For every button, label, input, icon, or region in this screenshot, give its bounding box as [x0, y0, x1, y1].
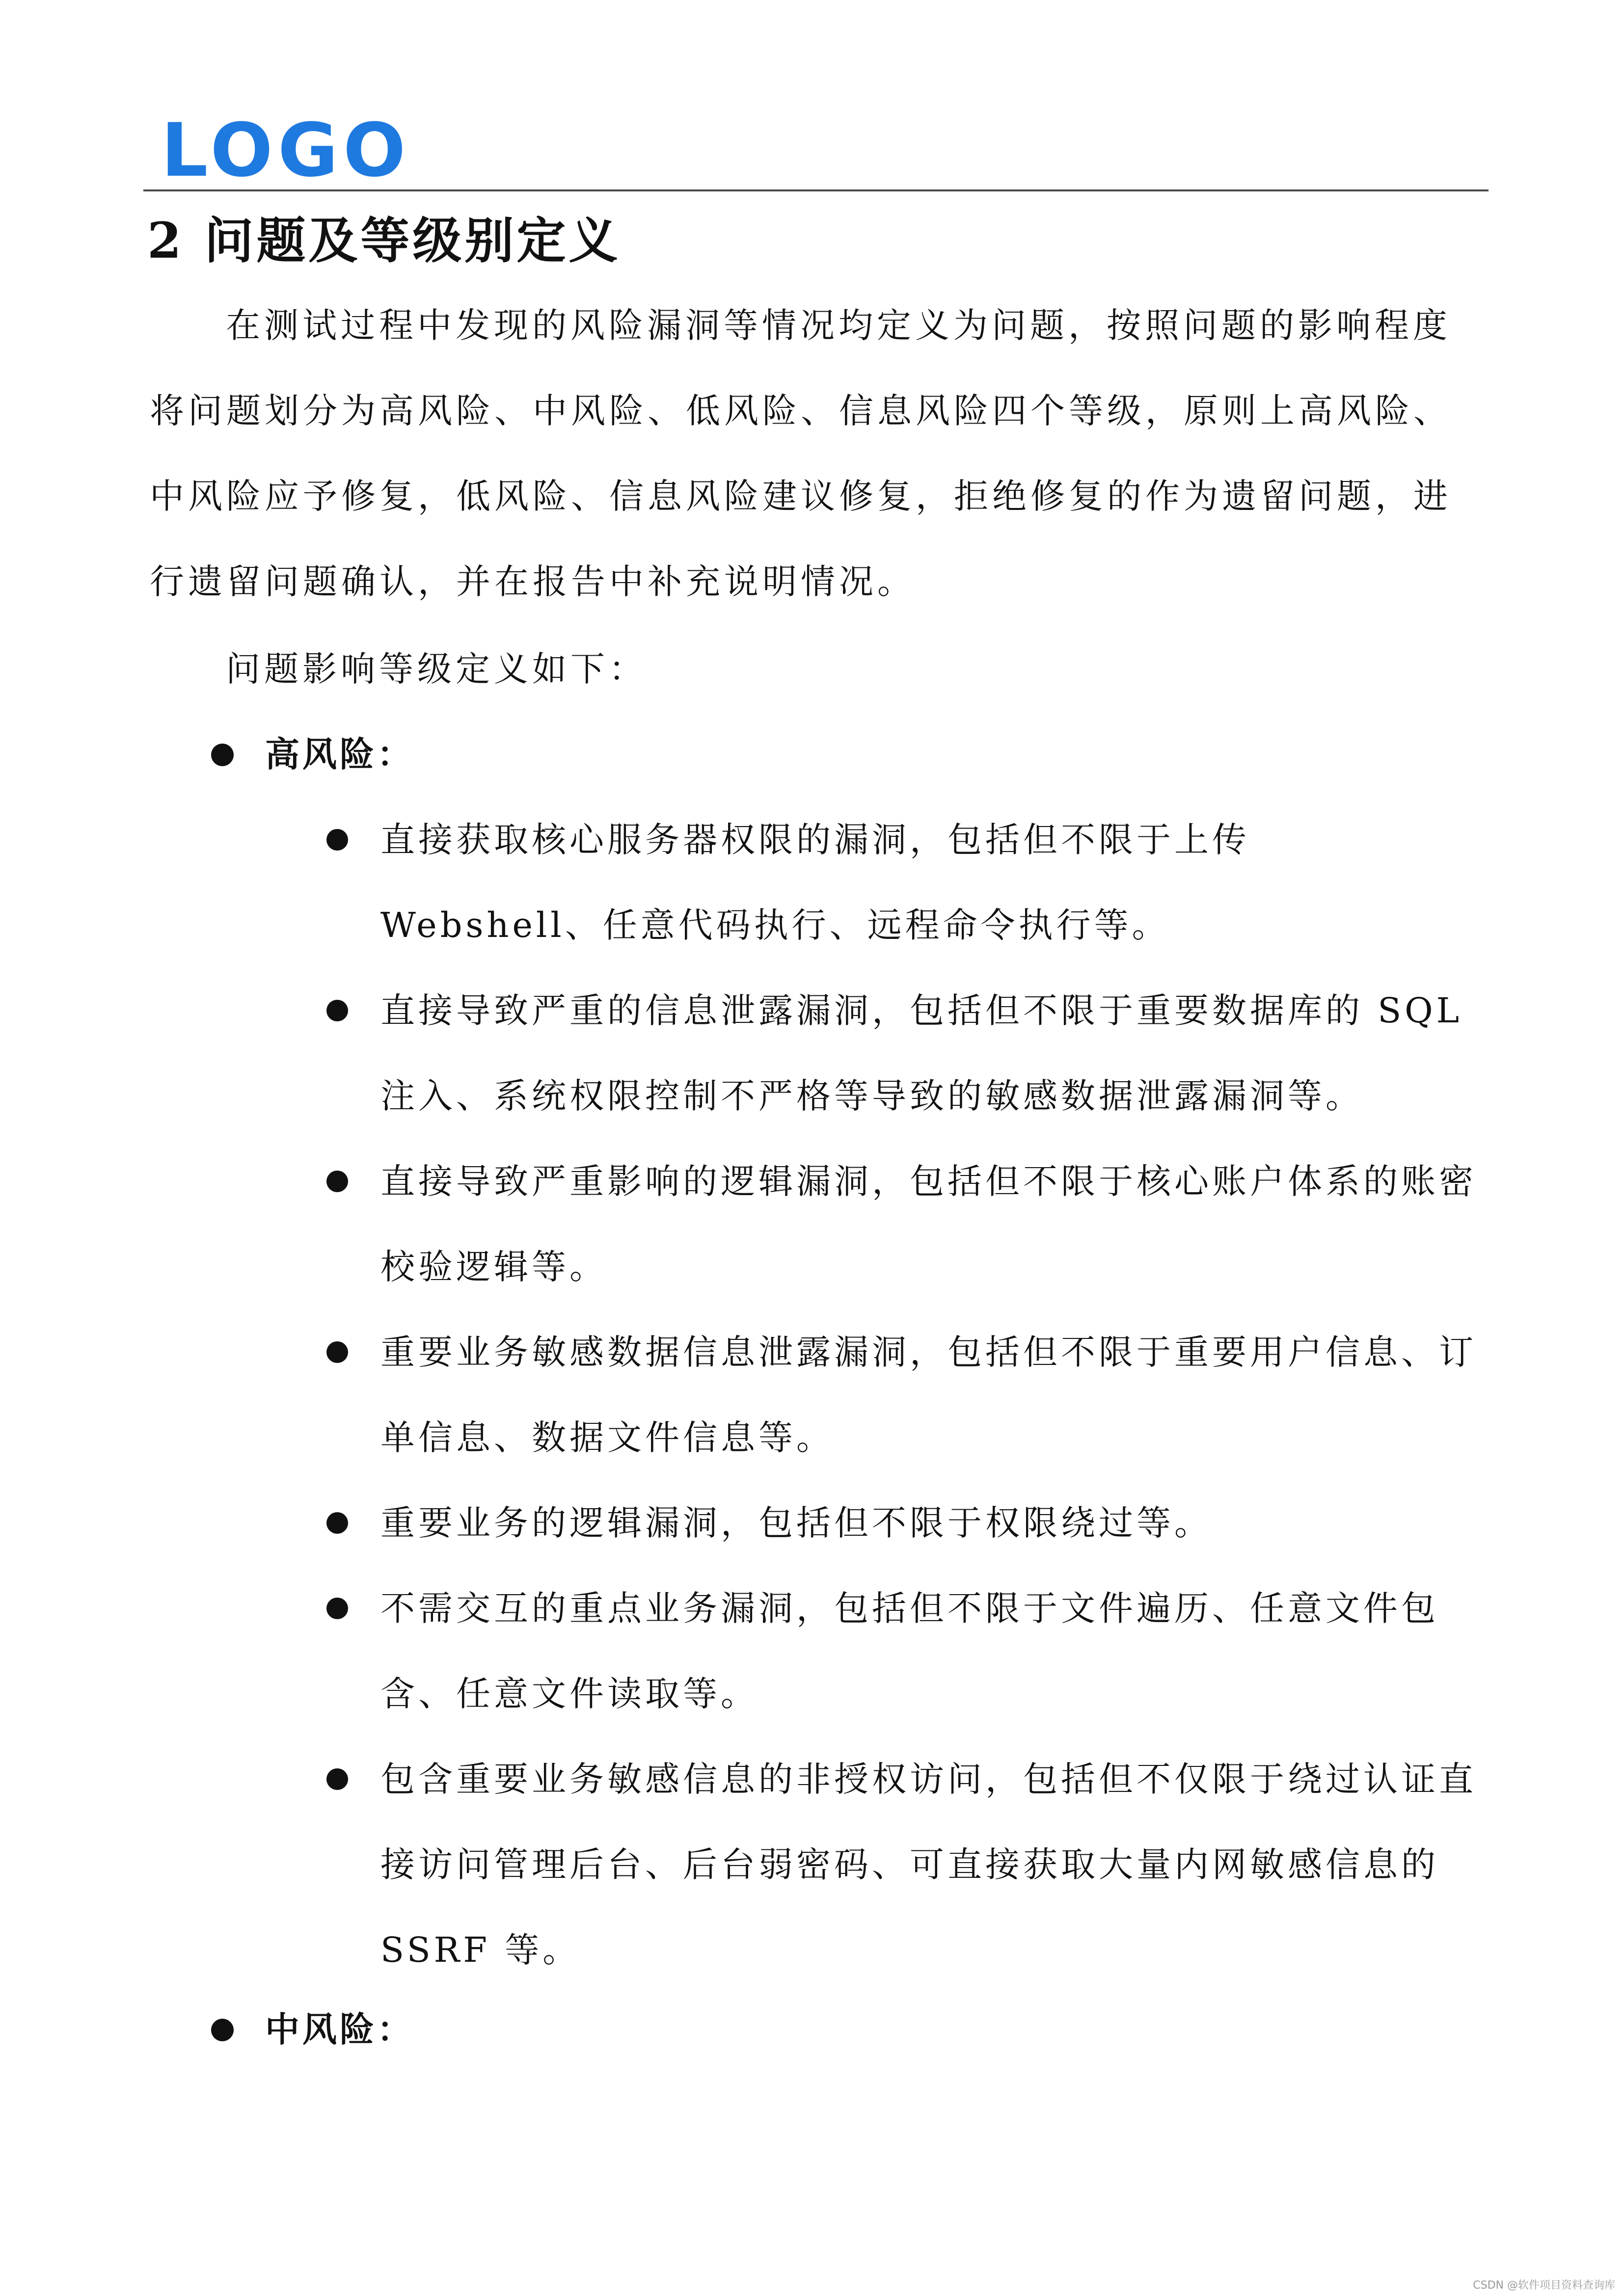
- list-item: [319, 797, 1478, 968]
- section-title: 2 问题及等级别定义: [147, 212, 621, 269]
- list-item-text: 重要业务敏感数据信息泄露漏洞，包括但不限于重要用户信息、订单信息、数据文件信息等。: [380, 1332, 1477, 1458]
- high-risk-heading: [211, 712, 1488, 797]
- mid-risk-label: 中风险：: [265, 2009, 414, 2050]
- header-divider: [143, 189, 1489, 191]
- list-item-text: 直接导致严重影响的逻辑漏洞，包括但不限于核心账户体系的账密校验逻辑等。: [380, 1161, 1477, 1287]
- watermark: CSDN @软件项目资料查询库: [1473, 2279, 1615, 2292]
- mid-risk-heading: [211, 1987, 1488, 2072]
- list-item: [319, 1736, 1478, 1993]
- lead-paragraph: 问题影响等级定义如下：: [226, 649, 647, 689]
- bullet-icon: [326, 1512, 348, 1534]
- bullet-icon: [326, 1768, 348, 1790]
- bullet-icon: [326, 829, 348, 851]
- list-item: [319, 1139, 1478, 1309]
- high-risk-list: [319, 797, 1478, 1993]
- bullet-icon: [211, 2019, 234, 2041]
- intro-paragraph: 在测试过程中发现的风险漏洞等情况均定义为问题，按照问题的影响程度将问题划分为高风险、中风险、低风险、信息风险四个等级，原则上高风险、中风险应予修复，低风险、信息风险建议修复，拒绝修复的作为遗留问题，进行遗留问题确认，并在报告中补充说明情况。: [150, 305, 1452, 602]
- bullet-icon: [326, 1598, 348, 1619]
- bullet-icon: [326, 1000, 348, 1021]
- list-item: [319, 1309, 1478, 1480]
- bullet-icon: [211, 744, 234, 766]
- bullet-icon: [326, 1171, 348, 1192]
- list-item-text: 直接导致严重的信息泄露漏洞，包括但不限于重要数据库的 SQL 注入、系统权限控制不严格等导致的敏感数据泄露漏洞等。: [380, 990, 1463, 1116]
- logo: LOGO: [161, 108, 411, 193]
- bullet-icon: [326, 1341, 348, 1363]
- list-item-text: 直接获取核心服务器权限的漏洞，包括但不限于上传 Webshell、任意代码执行、远程命令执行等。: [380, 820, 1250, 945]
- high-risk-label: 高风险：: [265, 734, 414, 774]
- list-item-text: 重要业务的逻辑漏洞，包括但不限于权限绕过等。: [380, 1503, 1212, 1543]
- list-item: [319, 1566, 1478, 1736]
- list-item: [319, 1480, 1478, 1566]
- list-item: [319, 968, 1478, 1139]
- list-item-text: 不需交互的重点业务漏洞，包括但不限于文件遍历、任意文件包含、任意文件读取等。: [380, 1588, 1439, 1714]
- list-item-text: 包含重要业务敏感信息的非授权访问，包括但不仅限于绕过认证直接访问管理后台、后台弱密码、可直接获取大量内网敏感信息的 SSRF 等。: [380, 1759, 1477, 1970]
